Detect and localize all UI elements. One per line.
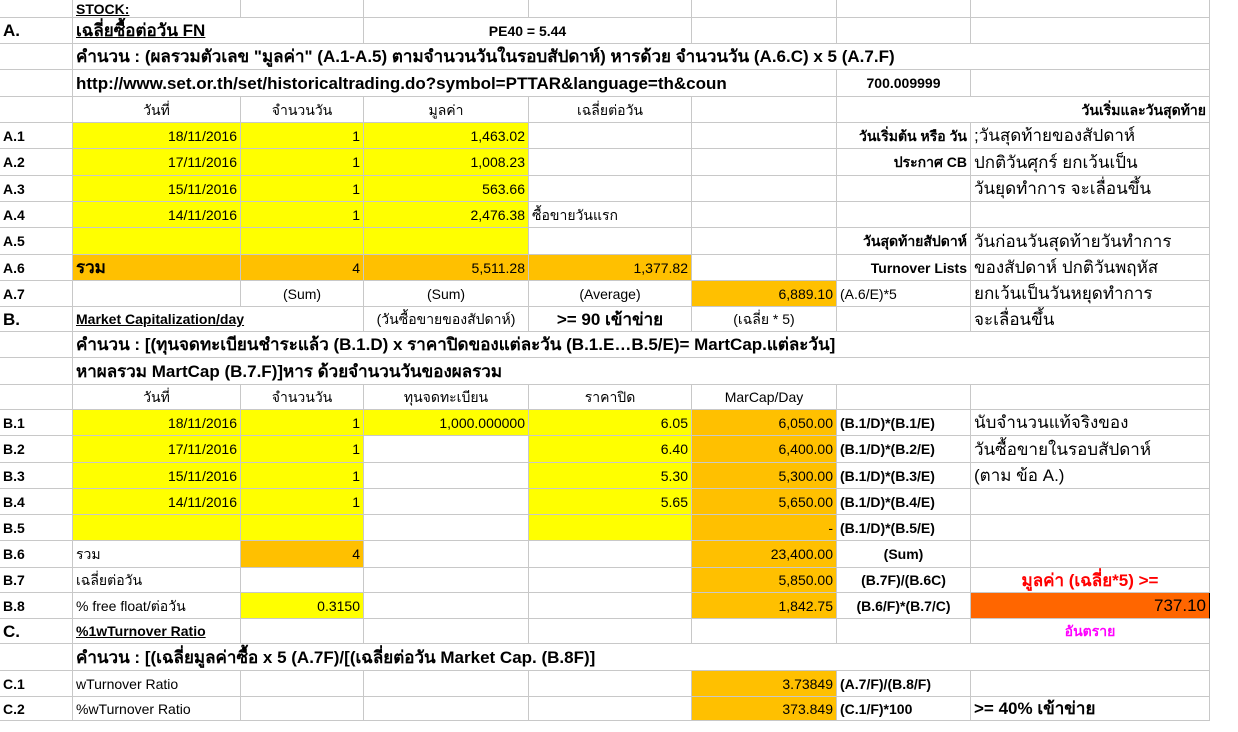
- url-value[interactable]: 700.009999: [837, 70, 971, 97]
- row-label[interactable]: A.4: [0, 202, 73, 228]
- close-cell[interactable]: 5.30: [529, 463, 692, 489]
- turnover-pct[interactable]: 373.849: [692, 697, 837, 721]
- stock-label[interactable]: STOCK:: [73, 0, 241, 18]
- days-total[interactable]: 4: [241, 541, 364, 568]
- date-cell[interactable]: 14/11/2016: [73, 202, 241, 228]
- right-note[interactable]: [837, 202, 971, 228]
- row-label[interactable]: B.7: [0, 568, 73, 593]
- row-label[interactable]: B.8: [0, 593, 73, 619]
- empty-cell[interactable]: [692, 228, 837, 255]
- days-cell[interactable]: 1: [241, 176, 364, 202]
- empty-cell[interactable]: [971, 0, 1210, 18]
- capital-cell[interactable]: [364, 515, 529, 541]
- mcap-cell[interactable]: 5,300.00: [692, 463, 837, 489]
- value-cell[interactable]: 1,008.23: [364, 149, 529, 176]
- value-cell[interactable]: [364, 228, 529, 255]
- empty-cell[interactable]: [837, 307, 971, 332]
- avg-label[interactable]: เฉลี่ยต่อวัน: [73, 568, 241, 593]
- turnover-value[interactable]: 3.73849: [692, 671, 837, 697]
- empty-cell[interactable]: [837, 18, 971, 44]
- right-note[interactable]: [971, 515, 1210, 541]
- capital-cell[interactable]: [364, 489, 529, 515]
- empty-cell[interactable]: [241, 671, 364, 697]
- date-cell[interactable]: 14/11/2016: [73, 489, 241, 515]
- empty-cell[interactable]: [364, 568, 529, 593]
- date-cell[interactable]: 18/11/2016: [73, 123, 241, 149]
- formula-cell[interactable]: (B.1/D)*(B.5/E): [837, 515, 971, 541]
- header-days[interactable]: จำนวนวัน: [241, 97, 364, 123]
- row-label[interactable]: A.7: [0, 281, 73, 307]
- empty-cell[interactable]: [0, 385, 73, 410]
- turnover-label[interactable]: %wTurnover Ratio: [73, 697, 241, 721]
- empty-cell[interactable]: [241, 568, 364, 593]
- empty-cell[interactable]: [837, 385, 971, 410]
- empty-cell[interactable]: [529, 619, 692, 644]
- note-cell[interactable]: [529, 176, 692, 202]
- close-cell[interactable]: 5.65: [529, 489, 692, 515]
- date-cell[interactable]: 18/11/2016: [73, 410, 241, 436]
- empty-cell[interactable]: [364, 593, 529, 619]
- formula-cell[interactable]: (B.6/F)*(B.7/C): [837, 593, 971, 619]
- section-B-title[interactable]: Market Capitalization/day: [73, 307, 364, 332]
- empty-cell[interactable]: [529, 0, 692, 18]
- formula-A[interactable]: คำนวน : (ผลรวมตัวเลข "มูลค่า" (A.1-A.5) ตามจำนวนวันในรอบสัปดาห์) หารด้วย จำนวนวัน (A.6.C) x 5 (A.7.F): [73, 44, 1210, 70]
- right-note[interactable]: วันสุดท้ายสัปดาห์: [837, 228, 971, 255]
- row-label[interactable]: C.2: [0, 697, 73, 721]
- empty-cell[interactable]: [241, 0, 364, 18]
- empty-cell[interactable]: [837, 0, 971, 18]
- value-cell[interactable]: 563.66: [364, 176, 529, 202]
- empty-cell[interactable]: [241, 619, 364, 644]
- empty-cell[interactable]: [529, 697, 692, 721]
- danger-label[interactable]: อันตราย: [971, 619, 1210, 644]
- header-date[interactable]: วันที่: [73, 385, 241, 410]
- sum-label[interactable]: รวม: [73, 541, 241, 568]
- empty-cell[interactable]: [692, 18, 837, 44]
- row-label[interactable]: B.3: [0, 463, 73, 489]
- date-cell[interactable]: [73, 515, 241, 541]
- empty-cell[interactable]: [837, 619, 971, 644]
- right-note[interactable]: วันซื้อขายในรอบสัปดาห์: [971, 436, 1210, 463]
- formula-cell[interactable]: (B.1/D)*(B.1/E): [837, 410, 971, 436]
- header-capital[interactable]: ทุนจดทะเบียน: [364, 385, 529, 410]
- mcap-cell[interactable]: -: [692, 515, 837, 541]
- warning-value[interactable]: 737.10: [971, 593, 1210, 619]
- right-note[interactable]: (ตาม ข้อ A.): [971, 463, 1210, 489]
- formula-cell[interactable]: (A.7/F)/(B.8/F): [837, 671, 971, 697]
- days-cell[interactable]: 1: [241, 463, 364, 489]
- row-label[interactable]: B.6: [0, 541, 73, 568]
- capital-cell[interactable]: 1,000.000000: [364, 410, 529, 436]
- turnover-lists[interactable]: Turnover Lists: [837, 255, 971, 281]
- threshold[interactable]: >= 90 เข้าข่าย: [529, 307, 692, 332]
- right-note[interactable]: [971, 489, 1210, 515]
- days-cell[interactable]: [241, 515, 364, 541]
- row-label-C[interactable]: C.: [0, 619, 73, 644]
- date-cell[interactable]: 15/11/2016: [73, 176, 241, 202]
- days-cell[interactable]: 1: [241, 436, 364, 463]
- formula-B2[interactable]: หาผลรวม MartCap (B.7.F)]หาร ด้วยจำนวนวันของผลรวม: [73, 358, 1210, 385]
- empty-cell[interactable]: [529, 671, 692, 697]
- empty-cell[interactable]: [692, 176, 837, 202]
- formula-cell[interactable]: (B.1/D)*(B.2/E): [837, 436, 971, 463]
- empty-cell[interactable]: [364, 619, 529, 644]
- right-note[interactable]: วันเริ่มต้น หรือ วัน: [837, 123, 971, 149]
- empty-cell[interactable]: [73, 281, 241, 307]
- formula-C[interactable]: คำนวน : [(เฉลี่ยมูลค่าซื้อ x 5 (A.7F)/[(เฉลี่ยต่อวัน Market Cap. (B.8F)]: [73, 644, 1210, 671]
- empty-cell[interactable]: [0, 332, 73, 358]
- close-cell[interactable]: [529, 515, 692, 541]
- empty-cell[interactable]: [364, 671, 529, 697]
- row-label[interactable]: B.2: [0, 436, 73, 463]
- value-cell[interactable]: 2,476.38: [364, 202, 529, 228]
- right-note[interactable]: ;วันสุดท้ายของสัปดาห์: [971, 123, 1210, 149]
- empty-cell[interactable]: [364, 0, 529, 18]
- section-C-title[interactable]: %1wTurnover Ratio: [73, 619, 241, 644]
- mcap-cell[interactable]: 6,050.00: [692, 410, 837, 436]
- formula-cell[interactable]: (B.1/D)*(B.3/E): [837, 463, 971, 489]
- note-cell[interactable]: [529, 149, 692, 176]
- avg-value[interactable]: 1,377.82: [529, 255, 692, 281]
- note-cell[interactable]: [529, 123, 692, 149]
- days-cell[interactable]: 1: [241, 489, 364, 515]
- mcap-cell[interactable]: 5,650.00: [692, 489, 837, 515]
- days-cell[interactable]: 1: [241, 123, 364, 149]
- row-label[interactable]: A.6: [0, 255, 73, 281]
- empty-cell[interactable]: [529, 593, 692, 619]
- header-date[interactable]: วันที่: [73, 97, 241, 123]
- row-label-B[interactable]: B.: [0, 307, 73, 332]
- formula-cell[interactable]: (A.6/E)*5: [837, 281, 971, 307]
- row-label[interactable]: C.1: [0, 671, 73, 697]
- formula-cell[interactable]: (Sum): [837, 541, 971, 568]
- empty-cell[interactable]: [0, 358, 73, 385]
- days-total[interactable]: 4: [241, 255, 364, 281]
- empty-cell[interactable]: [692, 97, 837, 123]
- empty-cell[interactable]: [364, 697, 529, 721]
- right-note[interactable]: ยกเว้นเป็นวันหยุดทำการ: [971, 281, 1210, 307]
- header-close[interactable]: ราคาปิด: [529, 385, 692, 410]
- days-cell[interactable]: 1: [241, 410, 364, 436]
- free-float-value[interactable]: 0.3150: [241, 593, 364, 619]
- mcap-avg[interactable]: 5,850.00: [692, 568, 837, 593]
- sum-note[interactable]: (Sum): [364, 281, 529, 307]
- header-mcap[interactable]: MarCap/Day: [692, 385, 837, 410]
- sum-label[interactable]: รวม: [73, 255, 241, 281]
- days-cell[interactable]: [241, 228, 364, 255]
- formula-cell[interactable]: (B.1/D)*(B.4/E): [837, 489, 971, 515]
- empty-cell[interactable]: [692, 255, 837, 281]
- pe-value[interactable]: PE40 = 5.44: [364, 18, 692, 44]
- close-cell[interactable]: 6.05: [529, 410, 692, 436]
- mcap-cell[interactable]: 6,400.00: [692, 436, 837, 463]
- header-value[interactable]: มูลค่า: [364, 97, 529, 123]
- empty-cell[interactable]: [971, 70, 1210, 97]
- empty-cell[interactable]: [971, 385, 1210, 410]
- right-note[interactable]: จะเลื่อนขึ้น: [971, 307, 1210, 332]
- date-cell[interactable]: 15/11/2016: [73, 463, 241, 489]
- right-note[interactable]: [971, 202, 1210, 228]
- row-label[interactable]: B.1: [0, 410, 73, 436]
- row-label[interactable]: B.5: [0, 515, 73, 541]
- url-cell[interactable]: http://www.set.or.th/set/historicaltrading.do?symbol=PTTAR&language=th&coun: [73, 70, 837, 97]
- empty-cell[interactable]: [692, 123, 837, 149]
- empty-cell[interactable]: [529, 568, 692, 593]
- warning-label[interactable]: มูลค่า (เฉลี่ย*5) >=: [971, 568, 1210, 593]
- empty-cell[interactable]: [0, 644, 73, 671]
- capital-cell[interactable]: [364, 436, 529, 463]
- right-note[interactable]: ของสัปดาห์ ปกติวันพฤหัส: [971, 255, 1210, 281]
- empty-cell[interactable]: [692, 149, 837, 176]
- note-cell[interactable]: ซื้อขายวันแรก: [529, 202, 692, 228]
- note-cell[interactable]: [529, 228, 692, 255]
- empty-cell[interactable]: [529, 541, 692, 568]
- header-days[interactable]: จำนวนวัน: [241, 385, 364, 410]
- empty-cell[interactable]: [971, 18, 1210, 44]
- right-note[interactable]: วันยุดทำการ จะเลื่อนขึ้น: [971, 176, 1210, 202]
- empty-cell[interactable]: [692, 619, 837, 644]
- days-cell[interactable]: 1: [241, 202, 364, 228]
- empty-cell[interactable]: [0, 0, 73, 18]
- right-note[interactable]: วันก่อนวันสุดท้ายวันทำการ: [971, 228, 1210, 255]
- date-cell[interactable]: 17/11/2016: [73, 436, 241, 463]
- empty-cell[interactable]: [971, 541, 1210, 568]
- note-cell[interactable]: (วันซื้อขายของสัปดาห์): [364, 307, 529, 332]
- capital-cell[interactable]: [364, 463, 529, 489]
- avg-note[interactable]: (Average): [529, 281, 692, 307]
- free-float-label[interactable]: % free float/ต่อวัน: [73, 593, 241, 619]
- empty-cell[interactable]: [364, 541, 529, 568]
- formula-B1[interactable]: คำนวน : [(ทุนจดทะเบียนชำระแล้ว (B.1.D) x ราคาปิดของแต่ละวัน (B.1.E…B.5/E)= MartCap.แต่ละวัน]: [73, 332, 1210, 358]
- empty-cell[interactable]: [0, 97, 73, 123]
- mcap-total[interactable]: 23,400.00: [692, 541, 837, 568]
- close-cell[interactable]: 6.40: [529, 436, 692, 463]
- value-cell[interactable]: 1,463.02: [364, 123, 529, 149]
- empty-cell[interactable]: [692, 202, 837, 228]
- right-note[interactable]: นับจำนวนแท้จริงของ: [971, 410, 1210, 436]
- formula-cell[interactable]: (C.1/F)*100: [837, 697, 971, 721]
- row-label[interactable]: A.3: [0, 176, 73, 202]
- empty-cell[interactable]: [241, 697, 364, 721]
- date-cell[interactable]: 17/11/2016: [73, 149, 241, 176]
- right-note[interactable]: ประกาศ CB: [837, 149, 971, 176]
- section-A-title[interactable]: เฉลี่ยซื้อต่อวัน FN: [73, 18, 364, 44]
- date-cell[interactable]: [73, 228, 241, 255]
- header-note[interactable]: วันเริ่มและวันสุดท้าย: [837, 97, 1210, 123]
- header-avg[interactable]: เฉลี่ยต่อวัน: [529, 97, 692, 123]
- turnover-label[interactable]: wTurnover Ratio: [73, 671, 241, 697]
- right-note[interactable]: [837, 176, 971, 202]
- empty-cell[interactable]: [0, 44, 73, 70]
- empty-cell[interactable]: [971, 671, 1210, 697]
- row-label[interactable]: A.5: [0, 228, 73, 255]
- row-label[interactable]: A.2: [0, 149, 73, 176]
- weekly-value[interactable]: 6,889.10: [692, 281, 837, 307]
- days-cell[interactable]: 1: [241, 149, 364, 176]
- mcap-free-float[interactable]: 1,842.75: [692, 593, 837, 619]
- row-label[interactable]: B.4: [0, 489, 73, 515]
- empty-cell[interactable]: [0, 70, 73, 97]
- sum-note[interactable]: (Sum): [241, 281, 364, 307]
- threshold-note[interactable]: >= 40% เข้าข่าย: [971, 697, 1210, 721]
- empty-cell[interactable]: [692, 0, 837, 18]
- value-total[interactable]: 5,511.28: [364, 255, 529, 281]
- right-note[interactable]: ปกติวันศุกร์ ยกเว้นเป็น: [971, 149, 1210, 176]
- formula-cell[interactable]: (B.7F)/(B.6C): [837, 568, 971, 593]
- note-cell[interactable]: (เฉลี่ย * 5): [692, 307, 837, 332]
- row-label[interactable]: A.1: [0, 123, 73, 149]
- row-label-A[interactable]: A.: [0, 18, 73, 44]
